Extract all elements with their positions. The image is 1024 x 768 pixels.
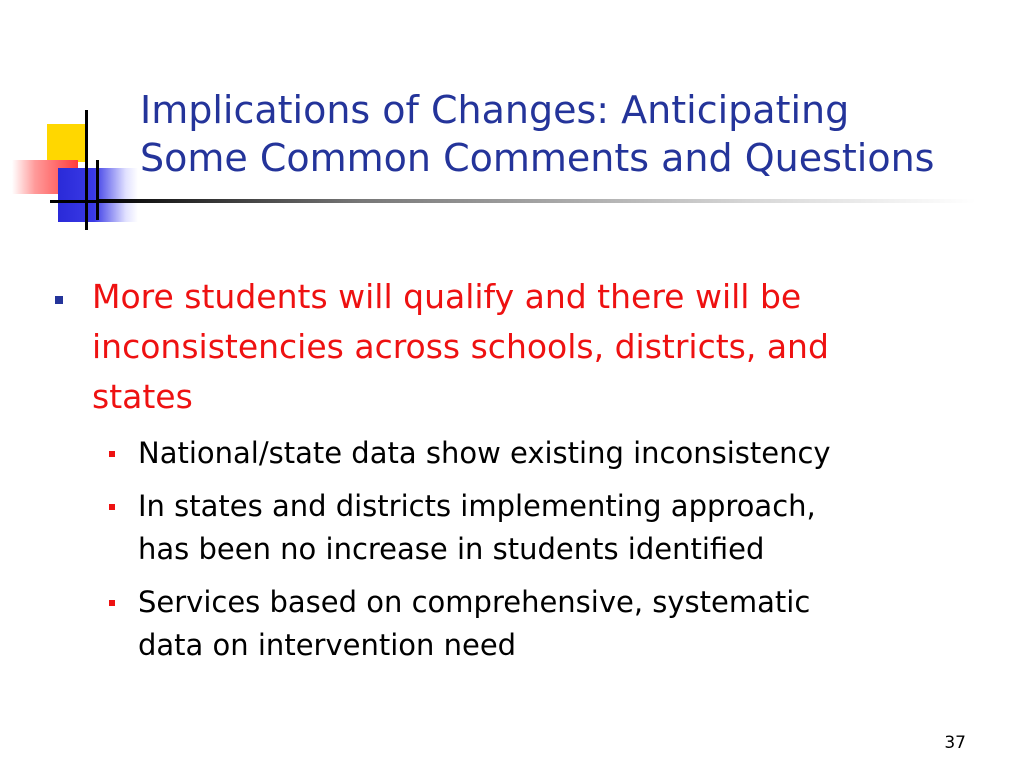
page-number: 37 — [944, 733, 966, 753]
sub-point-text — [138, 581, 973, 667]
sub-bullet-point — [109, 432, 995, 475]
text-line: has been no increase in students identified — [138, 532, 765, 566]
text-line: National/state data show existing inconsistency — [138, 436, 831, 470]
decorative-logo — [0, 100, 160, 230]
square-bullet-icon — [109, 600, 115, 606]
sub-point-text — [138, 485, 973, 571]
text-line: In states and districts implementing approach, — [138, 489, 816, 523]
square-bullet-icon — [55, 296, 63, 304]
text-line: states — [92, 377, 193, 416]
text-line: inconsistencies across schools, districts, and — [92, 327, 829, 366]
square-bullet-icon — [109, 504, 115, 510]
title-underline — [96, 199, 976, 203]
slide-title — [140, 86, 1000, 182]
logo-vertical-line-short — [96, 160, 99, 220]
text-line: Services based on comprehensive, systematic — [138, 585, 811, 619]
main-bullet-point — [55, 272, 995, 422]
logo-yellow-square — [47, 124, 85, 162]
text-line: data on intervention need — [138, 628, 517, 662]
sub-bullet-point — [109, 485, 995, 571]
sub-bullet-point — [109, 581, 995, 667]
slide-content — [55, 272, 995, 667]
text-line: More students will qualify and there will be — [92, 277, 802, 316]
slide-title-line: Implications of Changes: Anticipating — [140, 88, 850, 132]
slide-title-line: Some Common Comments and Questions — [140, 136, 935, 180]
main-point-text — [92, 272, 987, 422]
logo-vertical-line — [85, 110, 88, 230]
sub-point-text — [138, 432, 973, 475]
square-bullet-icon — [109, 451, 115, 457]
